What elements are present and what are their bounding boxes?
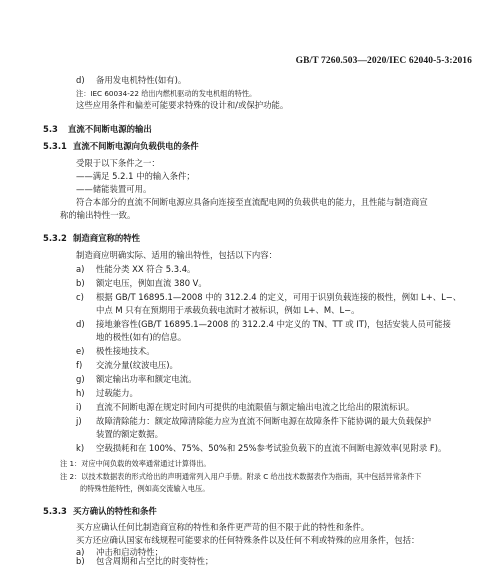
item-label: d) <box>76 319 85 329</box>
list-item <box>76 429 163 440</box>
standard-number: GB/T 7260.503—2020/IEC 62040-5-3:2016 <box>295 56 472 66</box>
item-text: 故障清除能力：额定故障清除能力应为直流不间断电源在故障条件下能协调的最大负载保护 <box>96 416 431 426</box>
item-text: 直流不间断电源在规定时间内可提供的电流限值与额定输出电流之比给出的限流标识。 <box>96 402 415 412</box>
item-label: k) <box>76 443 85 453</box>
list-item <box>76 264 195 275</box>
paragraph: 制造商应明确实际、适用的输出特性，包括以下内容： <box>76 250 277 260</box>
item-text: 备用发电机特性(如有)。 <box>96 75 187 85</box>
list-item <box>76 388 138 399</box>
list-item <box>76 374 197 385</box>
item-label: a) <box>76 264 85 274</box>
section-title: 直流不间断电源向负载供电的条件 <box>73 141 199 151</box>
list-item <box>76 556 213 567</box>
paragraph: 买方还应确认国家布线规程可能要求的任何特殊条件以及任何不利或特殊的应用条件，包括： <box>76 535 420 545</box>
list-item <box>76 332 186 343</box>
item-label: d) <box>76 75 85 85</box>
item-label: c) <box>76 292 84 302</box>
item-text: 中点 M 只有在预期用于承载负载电流时才被标识，例如 L+、M、L−。 <box>96 305 360 315</box>
item-text: 冲击和启动特性； <box>96 547 163 557</box>
item-text: 空载损耗和在 100%、75%、50%和 25%参考试验负载下的直流不间断电源效率(见附录 F)。 <box>96 443 447 453</box>
item-label: j) <box>76 416 82 426</box>
dash-item: ——满足 5.2.1 中的输入条件； <box>76 171 195 181</box>
list-item <box>76 346 155 357</box>
section-title: 买方确认的特性和条件 <box>73 506 157 516</box>
item-label: a) <box>76 547 85 557</box>
section-heading-5-3-1 <box>43 141 199 152</box>
item-label: i) <box>76 402 82 412</box>
section-number: 5.3.1 <box>43 141 67 151</box>
list-item <box>76 416 431 427</box>
note-text: 对应中间负载的效率通常通过计算得出。 <box>81 459 211 468</box>
section-title: 直流不间断电源的输出 <box>68 124 152 134</box>
list-item <box>76 278 207 289</box>
item-label: e) <box>76 346 85 356</box>
paragraph: 这些应用条件和偏差可能要求特殊的设计和/或保护功能。 <box>76 100 289 110</box>
note-label: 注 1： <box>60 459 82 468</box>
item-text: 接地兼容性(GB/T 16895.1—2008 的 312.2.4 中定义的 TN、TT 或 IT)，包括安装人员可能接 <box>96 319 451 329</box>
note-text: 以技术数据表的形式给出的声明通常列入用户手册。附录 C 给出技术数据表作为指南，其中包括异常条件下 <box>81 472 422 481</box>
section-heading-5-3-3 <box>43 506 157 517</box>
list-item <box>76 305 360 316</box>
item-text: 过载能力。 <box>96 388 138 398</box>
list-item <box>76 75 186 86</box>
item-label: b) <box>76 278 85 288</box>
paragraph: 买方应确认任何比制造商宣称的特性和条件更严苛的但不限于此的特性和条件。 <box>76 522 370 532</box>
note-text: 的特殊性能特性，例如高交流输入电压。 <box>80 484 210 493</box>
item-label: f) <box>76 360 83 370</box>
item-text: 极性接地技术。 <box>96 346 155 356</box>
item-label: h) <box>76 388 85 398</box>
list-item <box>76 360 178 371</box>
item-text: 额定输出功率和额定电流。 <box>96 374 197 384</box>
item-text: 性能分类 XX 符合 5.3.4。 <box>96 264 196 274</box>
section-heading-5-3-2 <box>43 233 140 244</box>
note <box>60 458 211 469</box>
list-item <box>76 402 414 413</box>
paragraph: 受限于以下条件之一： <box>76 158 160 168</box>
list-item <box>76 292 461 303</box>
item-text: 包含周期和占空比的时变特性； <box>96 556 214 566</box>
list-item <box>76 443 446 454</box>
item-text: 交流分量(纹波电压)。 <box>96 360 178 370</box>
section-number: 5.3.3 <box>43 506 67 516</box>
item-text: 装置的额定数据。 <box>96 429 163 439</box>
paragraph: 称的输出特性一致。 <box>60 210 136 220</box>
note <box>80 483 209 494</box>
paragraph: 符合本部分的直流不间断电源应具备向连接至直流配电网的负载供电的能力，且性能与制造商宣 <box>76 197 428 207</box>
item-text: 地的极性(如有)的信息。 <box>96 332 187 342</box>
item-label: b) <box>76 556 85 566</box>
note <box>60 471 421 482</box>
list-item <box>76 319 451 330</box>
section-heading-5-3 <box>43 124 152 135</box>
note-generator: 注：IEC 60034-22 给出内燃机驱动的发电机组的特性。 <box>76 89 257 98</box>
section-number: 5.3.2 <box>43 233 67 243</box>
dash-item: ——储能装置可用。 <box>76 184 152 194</box>
item-text: 额定电压，例如直流 380 V。 <box>96 278 207 288</box>
section-number: 5.3 <box>43 124 58 134</box>
section-title: 制造商宣称的特性 <box>73 233 140 243</box>
note-label: 注 2： <box>60 472 82 481</box>
item-text: 根据 GB/T 16895.1—2008 中的 312.2.4 的定义，可用于识别负载连接的极性，例如 L+、L−、 <box>96 292 462 302</box>
item-label: g) <box>76 374 85 384</box>
